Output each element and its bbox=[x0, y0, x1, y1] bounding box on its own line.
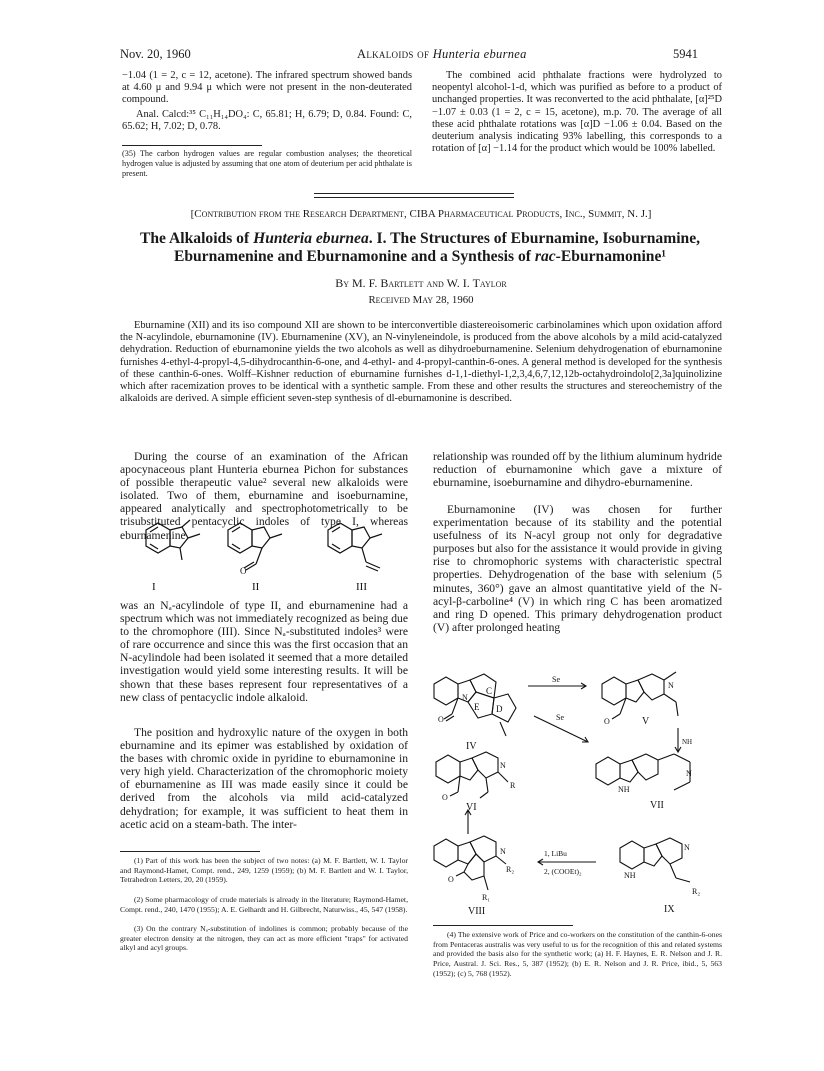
atom-r-vi: R bbox=[510, 781, 516, 790]
footnote-4: (4) The extensive work of Price and co-workers on the constitution of the canthin-6-ones from Pentaceras australis was very useful to us for the recognition of this and related systems and provided the basis also for the synthetic work; (a) H. F. Haynes, E. R. Nelson and J. R. Price, Austral. J. Sci. Res., 5, 387 (1952); (b) E. R. Nelson and J. R. Price, ibid., 5, 563 (1952); (c) 5, 768 (1952). bbox=[433, 930, 722, 978]
atom-nh-vii: NH bbox=[618, 785, 630, 794]
left-para-1-cont: was an Nₐ-acylindole of type II, and eburnamenine had a spectrum which was not immediately recognized as being due to the chromophore (III). Since Nₐ-substituted indoles³ were of rare occurrence and since this was the first occasion that an N-acylindole had been isolated it seemed that a more detailed investigation would yield some interesting results. It will be shown that these bases represent four representatives of a new class of pentacyclic indole alkaloid. bbox=[120, 599, 408, 704]
atom-o-vi: O bbox=[442, 793, 448, 802]
atom-r1-viii: R₁ bbox=[482, 893, 491, 902]
top-left-text: −1.04 (1 = 2, c = 12, acetone). The infrared spectrum showed bands at 4.60 μ and 9.94 μ which were not present in the non-deuterated compound. Anal. Calcd:³⁵ C₁₁H₁₄DO₄: C, 65.81; H, 6.79; D, 0.84. Found: C, 65.62; H, 7.02; D, 0.78. bbox=[122, 70, 412, 132]
ring-e: E bbox=[474, 702, 480, 712]
right-para-1: relationship was rounded off by the lithium aluminum hydride reduction of eburnamonine which gave a mixture of eburnamine, isoeburnamine and dihydro-eburnamenine. bbox=[433, 450, 722, 490]
received-date: Received May 28, 1960 bbox=[368, 294, 474, 306]
structures-i-ii-iii bbox=[120, 518, 408, 598]
label-I: I bbox=[152, 581, 156, 593]
atom-n-vi: N bbox=[500, 761, 506, 770]
atom-n-vii: N bbox=[686, 769, 692, 778]
atom-r2-viii: R₂ bbox=[506, 865, 515, 874]
atom-n-ix: N bbox=[684, 843, 690, 852]
reagent-se-1: Se bbox=[552, 675, 560, 684]
label-IX: IX bbox=[664, 904, 675, 915]
authors: By M. F. Bartlett and W. I. Taylor bbox=[335, 276, 507, 290]
atom-n-v: N bbox=[668, 681, 674, 690]
atom-n-iv: N bbox=[462, 693, 468, 702]
left-para-2: The position and hydroxylic nature of the oxygen in both eburnamine and its epimer was established by oxidation of the bases with chromic oxide in pyridine to eburnamonine in very high yield. Characterization of the chromophoric moiety of eburnamenine as III was made easily since it could be derived from the alcohols via mild acid-catalyzed dehydration; for example, it was sufficient to heat them in acetic acid on a steam-bath. The inter- bbox=[120, 726, 408, 831]
section-rule-1 bbox=[314, 193, 514, 194]
atom-n-viii: N bbox=[500, 847, 506, 856]
atom-r2-ix: R₂ bbox=[692, 887, 701, 896]
atom-nh-v: NH bbox=[682, 738, 693, 746]
ring-d: D bbox=[496, 704, 503, 714]
atom-o-viii: O bbox=[448, 875, 454, 884]
left-para-1: During the course of an examination of the African apocynaceous plant Hunteria eburnea Pichon for substances of possible therapeutic value² several new alkaloids were isolated. Two of them, eburnamine and isoeburnamine, appeared analytically and spectrophotometrically to be trisubstituted pentacyclic indoles of type I, whereas eburnamenine bbox=[120, 450, 408, 542]
structures-iv-ix bbox=[428, 664, 726, 920]
atom-o-iv: O bbox=[438, 715, 444, 724]
ring-c: C bbox=[486, 686, 493, 696]
label-VII: VII bbox=[650, 800, 664, 811]
header-date: Nov. 20, 1960 bbox=[120, 47, 191, 61]
top-right-text: The combined acid phthalate fractions were hydrolyzed to neopentyl alcohol-1-d, which was purified as before to a product of unchanged properties. It was reconverted to the acid phthalate, [α]²⁵D −1.07 ± 0.03 (1 = 2, c = 15, acetone), m.p. 70. The average of all these acid phthalate rotations was [α]D −1.06 ± 0.04. Based on the deuterium analysis indicating 93% labelling, this corresponds to a rotation of [α] −1.14 for the product which would be 100% labelled. bbox=[432, 70, 722, 155]
label-II: II bbox=[252, 581, 260, 593]
atom-o-v: O bbox=[604, 717, 610, 726]
reagent-libu: 1, LiBu bbox=[544, 849, 567, 858]
footnote-1: (1) Part of this work has been the subject of two notes: (a) M. F. Bartlett, W. I. Taylor and Raymond-Hamet, Compt. rend., 249, 1259 (1959); (b) M. F. Bartlett and W. I. Taylor, Tetrahedron Letters, 20, 20 (1959). bbox=[120, 856, 408, 885]
atom-o-ii: O bbox=[240, 566, 247, 576]
footnote-3: (3) On the contrary Nₐ-substitution of indolines is common; probably because of the greater electron density at the nitrogen, they can act as more efficient "traps" for activated alkyl and acyl groups. bbox=[120, 924, 408, 953]
footnote-35: (35) The carbon hydrogen values are regular combustion analyses; the theoretical hydrogen value is adjusted by assuming that one atom of deuterium per acid phthalate is present. bbox=[122, 149, 412, 179]
label-IV: IV bbox=[466, 741, 477, 752]
footnote-rule-left bbox=[120, 851, 260, 852]
label-VIII: VIII bbox=[468, 906, 486, 917]
atom-nh-ix: NH bbox=[624, 871, 636, 880]
reagent-cooet: 2, (COOEt)₂ bbox=[544, 867, 582, 876]
article-title: The Alkaloids of Hunteria eburnea. I. The Structures of Eburnamine, Isoburnamine, Eburnamenine and Eburnamonine and a Synthesis of rac-Eburnamonine¹ bbox=[139, 230, 701, 265]
label-III: III bbox=[356, 581, 367, 593]
footnote-2: (2) Some pharmacology of crude materials is already in the literature; Raymond-Hamet, Compt. rend., 240, 1470 (1955); A. E. Gelhardt and H. Gilbrecht, Naturwiss., 45, 547 (1958). bbox=[120, 895, 408, 914]
abstract: Eburnamine (XII) and its iso compound XII are shown to be interconvertible diastereoisomeric carbinolamines which upon oxidation afford the N-acylindole, eburnamonine (IV). Eburnamenine (XV), an N-vinyleneindole, is produced from the above alcohols by a mild acid-catalyzed dehydration. Reduction of eburnamonine yields the two alcohols as well as dihydroeburnamenine. Selenium dehydrogenation of eburnamonine furnishes 4-ethyl-4-propyl-4,5-dihydrocanthin-6-one, and 4-ethyl- and 4-propyl-canthin-6-ones. A general method is developed for the synthesis of these canthin-6-ones. Wolff–Kishner reduction of eburnamine furnishes d-1,1-diethyl-1,2,3,4,6,7,12,12b-octahydroindolo[2,3a]quinolizine which after racemization proves to be identical with a synthetic sample. From these and other results the structures and stereochemistry of the alkaloids are derived. A simple efficient seven-step synthesis of dl-eburnamonine is described. bbox=[120, 320, 722, 405]
label-V: V bbox=[642, 716, 650, 727]
footnote-rule-right bbox=[433, 925, 573, 926]
contribution-line: [Contribution from the Research Department, CIBA Pharmaceutical Products, Inc., Summit, N. J.] bbox=[190, 208, 652, 220]
page-number: 5941 bbox=[673, 47, 698, 61]
reagent-se-2: Se bbox=[556, 713, 564, 722]
section-rule-2 bbox=[314, 197, 514, 198]
footnote-rule bbox=[122, 145, 262, 146]
right-para-2: Eburnamonine (IV) was chosen for further experimentation because of its stability and the potential usefulness of its N-acyl group not only for degradative purposes but also for the assistance it would provide in giving rise to chromophoric systems with characteristic spectral properties. Dehydrogenation of the base with selenium (5 minutes, 360°) gave an almost quantitative yield of the N-acyl-β-carboline⁴ (V) in which ring C has been aromatized and ring D opened. This primary dehydrogenation product (V) after prolonged heating bbox=[433, 503, 722, 634]
label-VI: VI bbox=[466, 802, 477, 813]
running-title: Alkaloids of Hunteria eburnea bbox=[357, 47, 527, 61]
